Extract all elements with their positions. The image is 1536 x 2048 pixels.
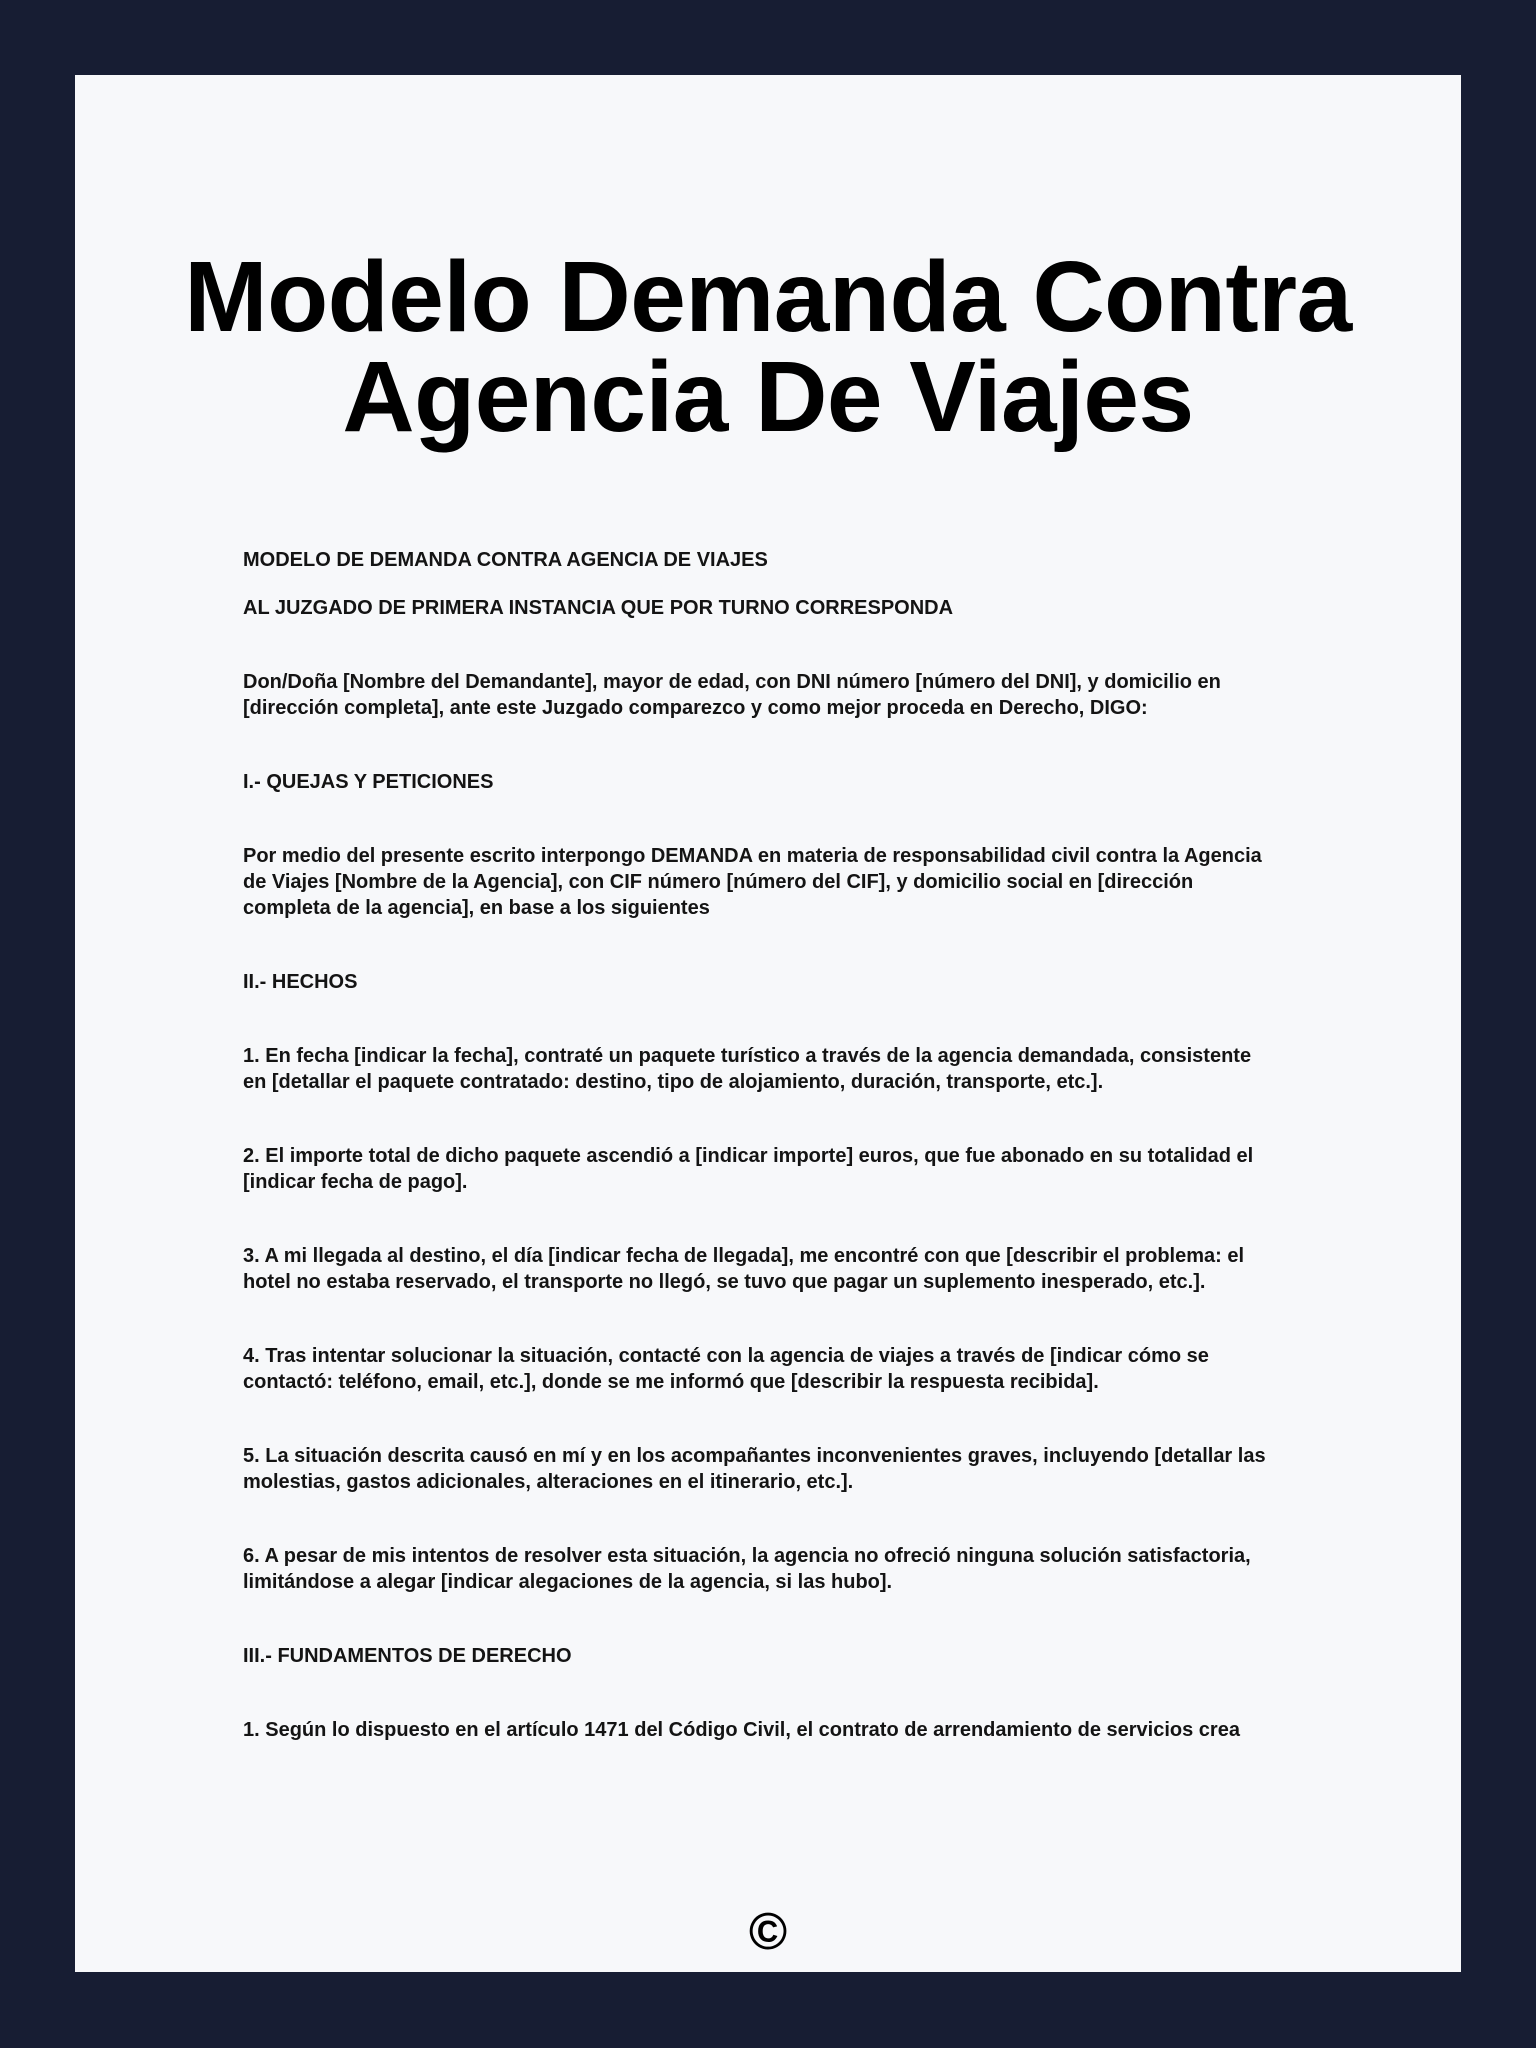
paragraph-fundamento-1: 1. Según lo dispuesto en el artículo 1471 del Código Civil, el contrato de arrendamiento de servicios crea (243, 1719, 1240, 1741)
document-body (243, 547, 1273, 1743)
doc-heading-juzgado: AL JUZGADO DE PRIMERA INSTANCIA QUE POR TURNO CORRESPONDA (243, 597, 954, 619)
doc-heading-modelo: MODELO DE DEMANDA CONTRA AGENCIA DE VIAJES (243, 549, 768, 571)
fact-item-4: 4. Tras intentar solucionar la situación, contacté con la agencia de viajes a través de [indicar cómo se contactó: teléfono, email, etc.], donde se me informó que [describir la respuesta recibida]. (243, 1345, 1209, 1393)
copyright-icon: © (748, 1903, 788, 1961)
fact-item-5: 5. La situación descrita causó en mí y en los acompañantes inconvenientes graves, incluyendo [detallar las molestias, gastos adicionales, alteraciones en el itinerario, etc.]. (243, 1445, 1266, 1493)
document-page (75, 75, 1461, 1972)
fact-item-2: 2. El importe total de dicho paquete ascendió a [indicar importe] euros, que fue abonado en su totalidad el [indicar fecha de pago]. (243, 1145, 1254, 1193)
section-heading-quejas-peticiones: I.- QUEJAS Y PETICIONES (243, 771, 494, 793)
section-heading-fundamentos-derecho: III.- FUNDAMENTOS DE DERECHO (243, 1645, 572, 1667)
page-title-line-2: Agencia De Viajes (342, 341, 1194, 453)
page-title (75, 241, 1461, 453)
section-heading-hechos: II.- HECHOS (243, 971, 358, 993)
fact-item-6: 6. A pesar de mis intentos de resolver esta situación, la agencia no ofreció ninguna solución satisfactoria, limitándose a alegar [indicar alegaciones de la agencia, si las hubo]. (243, 1545, 1251, 1593)
paragraph-interposicion-demanda: Por medio del presente escrito interpongo DEMANDA en materia de responsabilidad civil contra la Agencia de Viajes [Nombre de la Agencia], con CIF número [número del CIF], y domicilio social en [dirección completa de la agencia], en base a los siguientes (243, 845, 1262, 919)
fact-item-1: 1. En fecha [indicar la fecha], contraté un paquete turístico a través de la agencia demandada, consistente en [detallar el paquete contratado: destino, tipo de alojamiento, duración, transporte, etc.]. (243, 1045, 1252, 1093)
paragraph-demandante-intro: Don/Doña [Nombre del Demandante], mayor de edad, con DNI número [número del DNI], y domicilio en [dirección completa], ante este Juzgado comparezco y como mejor proceda en Derecho, DIGO: (243, 671, 1221, 719)
fact-item-3: 3. A mi llegada al destino, el día [indicar fecha de llegada], me encontré con que [describir el problema: el hotel no estaba reservado, el transporte no llegó, se tuvo que pagar un suplemento inesperado, etc.]. (243, 1245, 1245, 1293)
page-title-line-1: Modelo Demanda Contra (184, 241, 1352, 353)
